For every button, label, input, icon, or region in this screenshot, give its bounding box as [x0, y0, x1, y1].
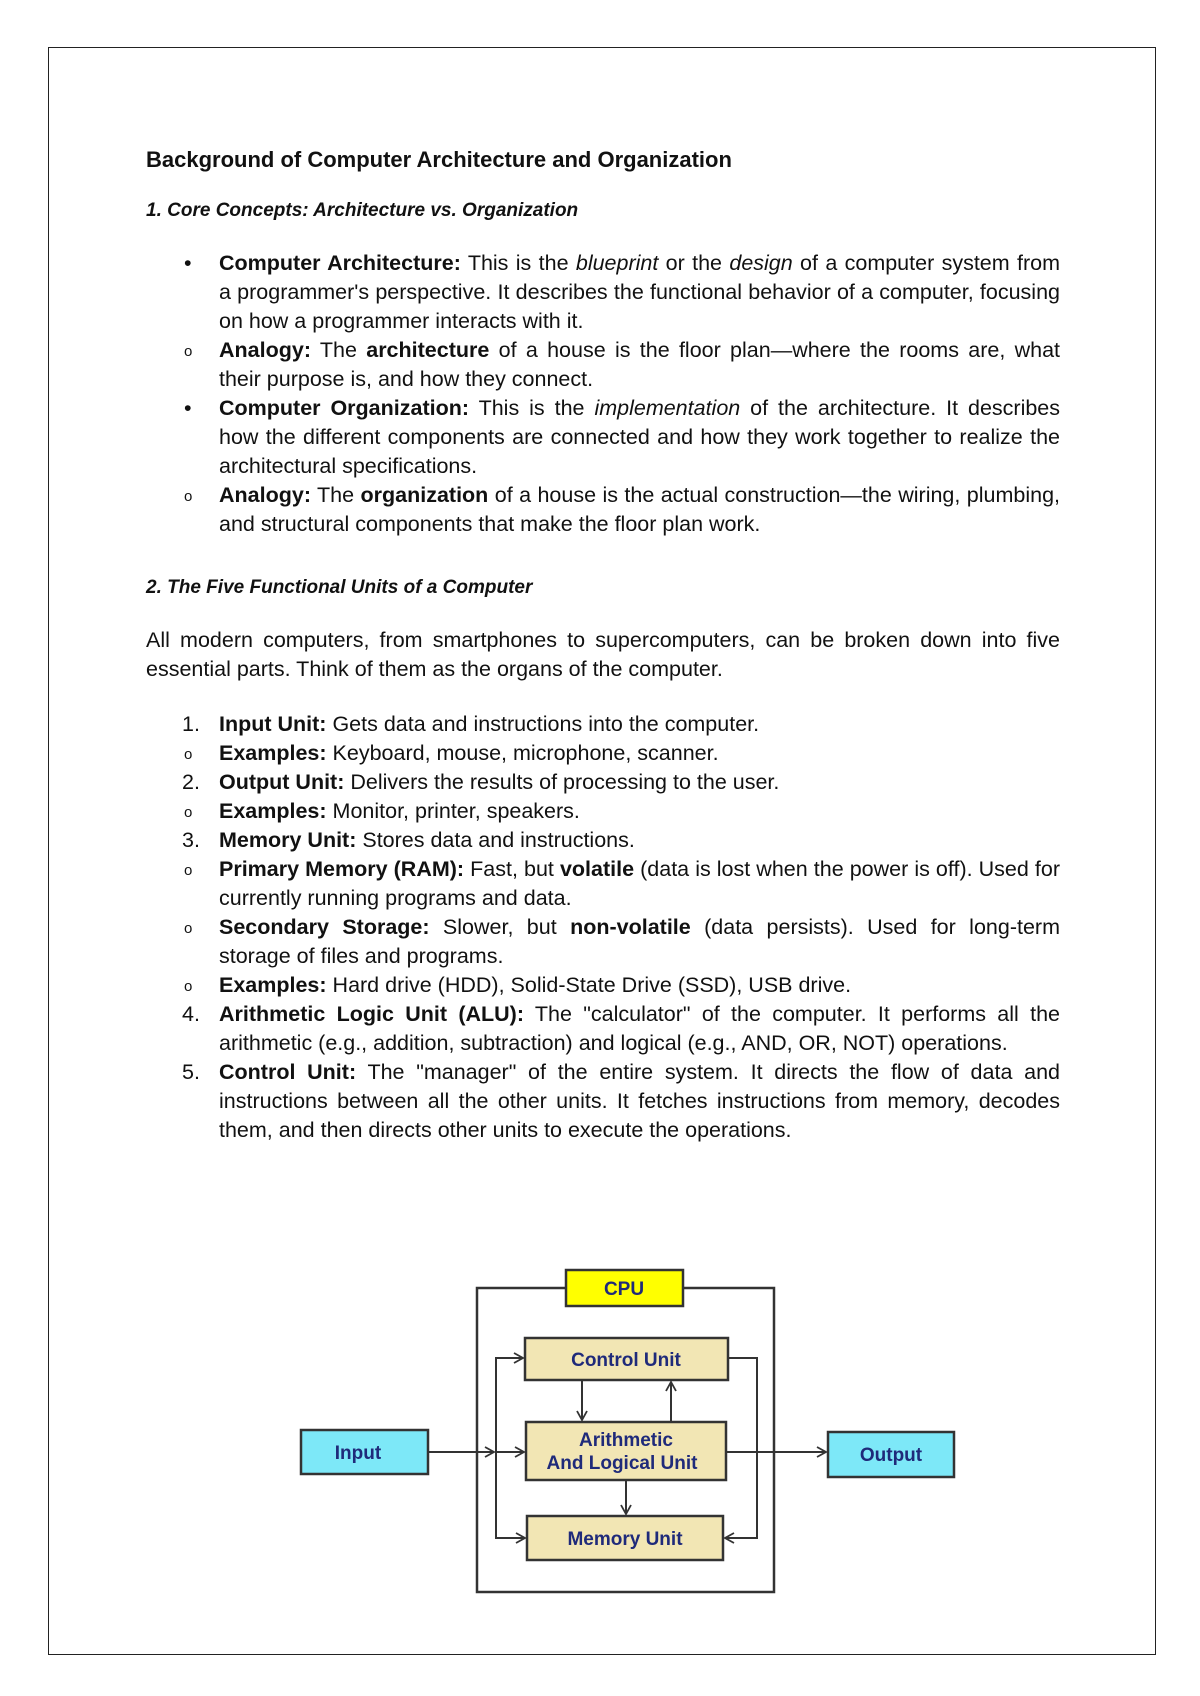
output-examples: o Examples: Monitor, printer, speakers.: [146, 797, 1060, 826]
control-to-memory-arrow: [725, 1358, 757, 1538]
emphasis-design: design: [729, 251, 793, 275]
document-title: Background of Computer Architecture and Organization: [146, 147, 732, 172]
section2-intro: All modern computers, from smartphones to supercomputers, can be broken down into five essential parts. Think of them as the organs of the computer.: [146, 628, 1060, 681]
input-to-memory-arrow: [496, 1452, 525, 1538]
control-unit-label: Control Unit: [571, 1350, 681, 1371]
unit-alu: 4. Arithmetic Logic Unit (ALU): The "calculator" of the computer. It performs all the arithmetic (e.g., addition, subtraction) and logical (e.g., AND, OR, NOT) operations.: [182, 1002, 1060, 1055]
list-item-architecture: • Computer Architecture: This is the blueprint or the design of a computer system from a programmer's perspective. It describes the functional behavior of a computer, focusing on how a programmer interacts with it. o Analogy: The architecture of a house is the floor plan—where the rooms are, what their purpose is, and how they connect.: [146, 249, 1060, 394]
secondary-storage: o Secondary Storage: Slower, but non-volatile (data persists). Used for long-term storage of files and programs.: [146, 913, 1060, 971]
input-label: Input: [334, 1443, 382, 1464]
unit-input: 1. Input Unit: Gets data and instructions into the computer. o Examples: Keyboard, mouse, microphone, scanner.: [146, 710, 1060, 768]
input-examples: o Examples: Keyboard, mouse, microphone, scanner.: [146, 739, 1060, 768]
output-label: Output: [859, 1445, 923, 1466]
analogy-organization: o Analogy: The organization of a house is the actual construction—the wiring, plumbing, and structural components that make the floor plan work.: [146, 481, 1060, 539]
emphasis-implementation: implementation: [594, 396, 741, 420]
term-organization: Computer Organization:: [219, 396, 470, 420]
unit-control: 5. Control Unit: The "manager" of the entire system. It directs the flow of data and instructions between all the other units. It fetches instructions from memory, decodes them, and then directs other units to execute the operations.: [182, 1060, 1060, 1142]
primary-memory: o Primary Memory (RAM): Fast, but volatile (data is lost when the power is off). Used for currently running programs and data.: [146, 855, 1060, 913]
analogy-architecture: o Analogy: The architecture of a house is the floor plan—where the rooms are, what their purpose is, and how they connect.: [146, 336, 1060, 394]
list-item-organization: • Computer Organization: This is the implementation of the architecture. It describes how the different components are connected and how they work together to realize the architectural specifications. o Analogy: The organization of a house is the actual construction—the wiring, plumbing, and structural components that make the floor plan work.: [146, 394, 1060, 539]
emphasis-blueprint: blueprint: [575, 251, 659, 275]
unit-output: 2. Output Unit: Delivers the results of processing to the user. o Examples: Monitor, printer, speakers.: [146, 768, 1060, 826]
input-to-control-arrow: [496, 1358, 523, 1452]
alu-label-line1: Arithmetic: [579, 1430, 673, 1451]
memory-examples: o Examples: Hard drive (HDD), Solid-State Drive (SSD), USB drive.: [146, 971, 1060, 1000]
alu-label-line2: And Logical Unit: [546, 1453, 698, 1474]
section1-heading: 1. Core Concepts: Architecture vs. Organization: [146, 200, 579, 221]
memory-unit-label: Memory Unit: [567, 1529, 683, 1550]
cpu-label: CPU: [603, 1279, 645, 1300]
term-architecture: Computer Architecture:: [219, 251, 461, 275]
unit-memory: 3. Memory Unit: Stores data and instructions. o Primary Memory (RAM): Fast, but volatile (data is lost when the power is off). Used for currently running programs and data. o Secondary Storage: Slower, but non-volatile (data persists). Used for long-term storage of files and programs. o Examples: Hard drive (HDD), Solid-State Drive (SSD), USB drive.: [146, 826, 1060, 1000]
section2-heading: 2. The Five Functional Units of a Computer: [146, 577, 533, 598]
